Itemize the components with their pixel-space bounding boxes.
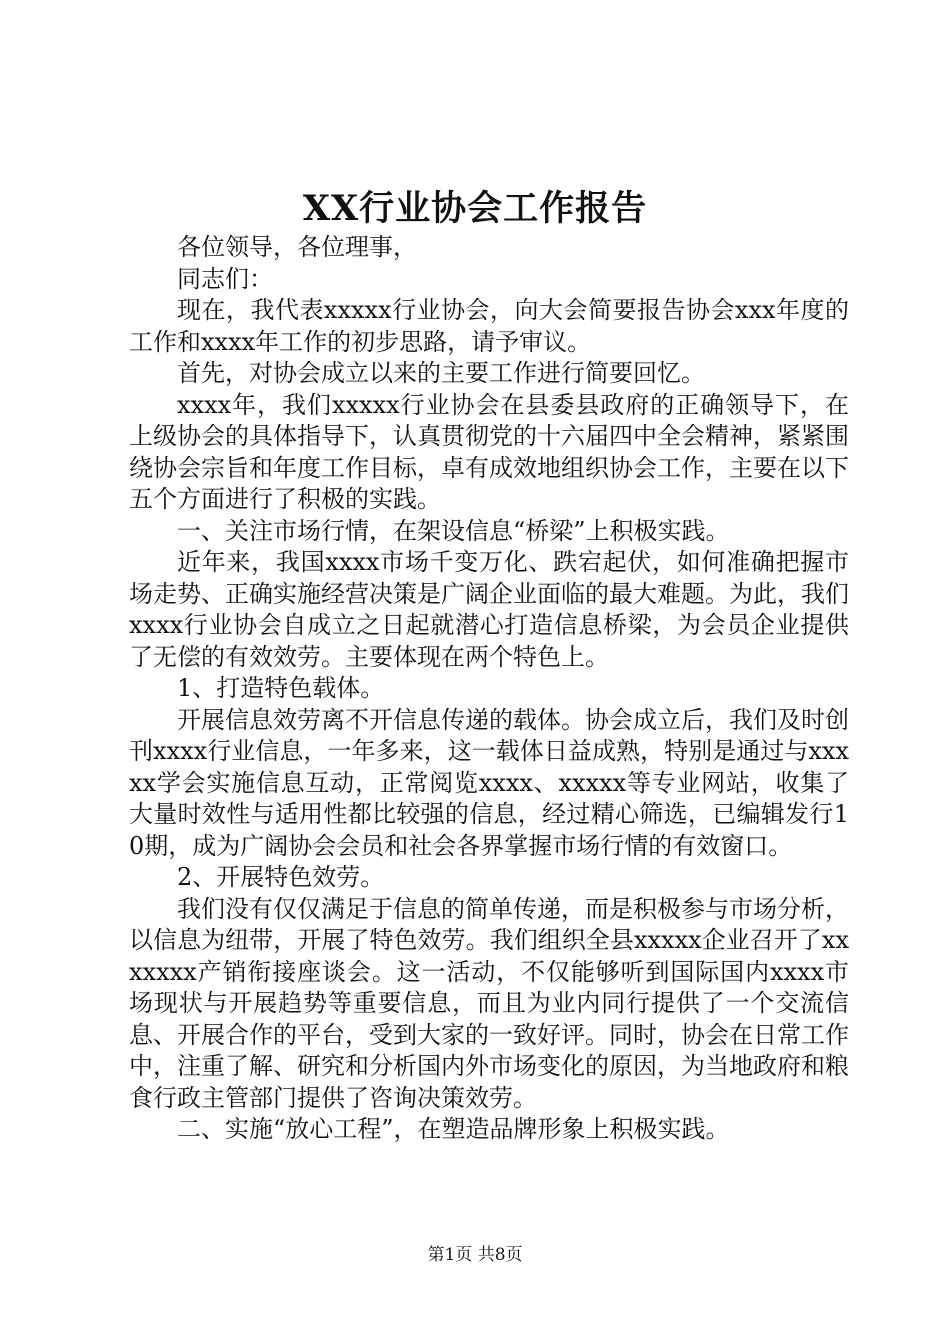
section-heading-1: 一、关注市场行情，在架设信息“桥梁”上积极实践。	[177, 516, 730, 545]
page-footer: 第1页 共8页	[427, 1245, 523, 1265]
paragraph-market: 近年来，我国xxxx市场千变万化、跌宕起伏，如何准确把握市场走势、正确实施经营决策是广阔企业面临的最大难题。为此，我们xxxx行业协会自成立之日起就潜心打造信息桥梁，为会员企业提供了无偿的有效效劳。主要体现在两个特色上。	[129, 548, 849, 671]
section-heading-2: 二、实施“放心工程”，在塑造品牌形象上积极实践。	[177, 1115, 730, 1143]
paragraph-service: 我们没有仅仅满足于信息的简单传递，而是积极参与市场分析，以信息为纽带，开展了特色效劳。我们组织全县xxxxx企业召开了xxxxxxx产销衔接座谈会。这一活动，不仅能够听到国际国内xxxx市场现状与开展趋势等重要信息，而且为业内同行提供了一个交流信息、开展合作的平台，受到大家的一致好评。同时，协会在日常工作中，注重了解、研究和分析国内外市场变化的原因，为当地政府和粮食行政主管部门提供了咨询决策效劳。	[129, 894, 849, 1112]
subheading-1: 1、打造特色载体。	[177, 674, 385, 702]
paragraph-carrier: 开展信息效劳离不开信息传递的载体。协会成立后，我们及时创刊xxxx行业信息，一年多来，这一载体日益成熟，特别是通过与xxxxx学会实施信息互动，正常阅览xxxx、xxxxx等专业网站，收集了大量时效性与适用性都比较强的信息，经过精心筛选，已编辑发行10期，成为广阔协会会员和社会各界掌握市场行情的有效窗口。	[129, 705, 849, 860]
paragraph-summary: xxxx年，我们xxxxx行业协会在县委县政府的正确领导下，在上级协会的具体指导下，认真贯彻党的十六届四中全会精神，紧紧围绕协会宗旨和年度工作目标，卓有成效地组织协会工作，主要在以下五个方面进行了积极的实践。	[129, 390, 849, 513]
document-title: XX行业协会工作报告	[302, 188, 648, 229]
document-body	[129, 232, 849, 1146]
paragraph-review: 首先，对协会成立以来的主要工作进行简要回忆。	[177, 359, 705, 387]
paragraph-salutation-1: 各位领导，各位理事，	[177, 233, 417, 261]
paragraph-intro: 现在，我代表xxxxx行业协会，向大会简要报告协会xxx年度的工作和xxxx年工作的初步思路，请予审议。	[129, 296, 849, 356]
subheading-2: 2、开展特色效劳。	[177, 863, 385, 891]
paragraph-salutation-2: 同志们：	[177, 264, 273, 293]
